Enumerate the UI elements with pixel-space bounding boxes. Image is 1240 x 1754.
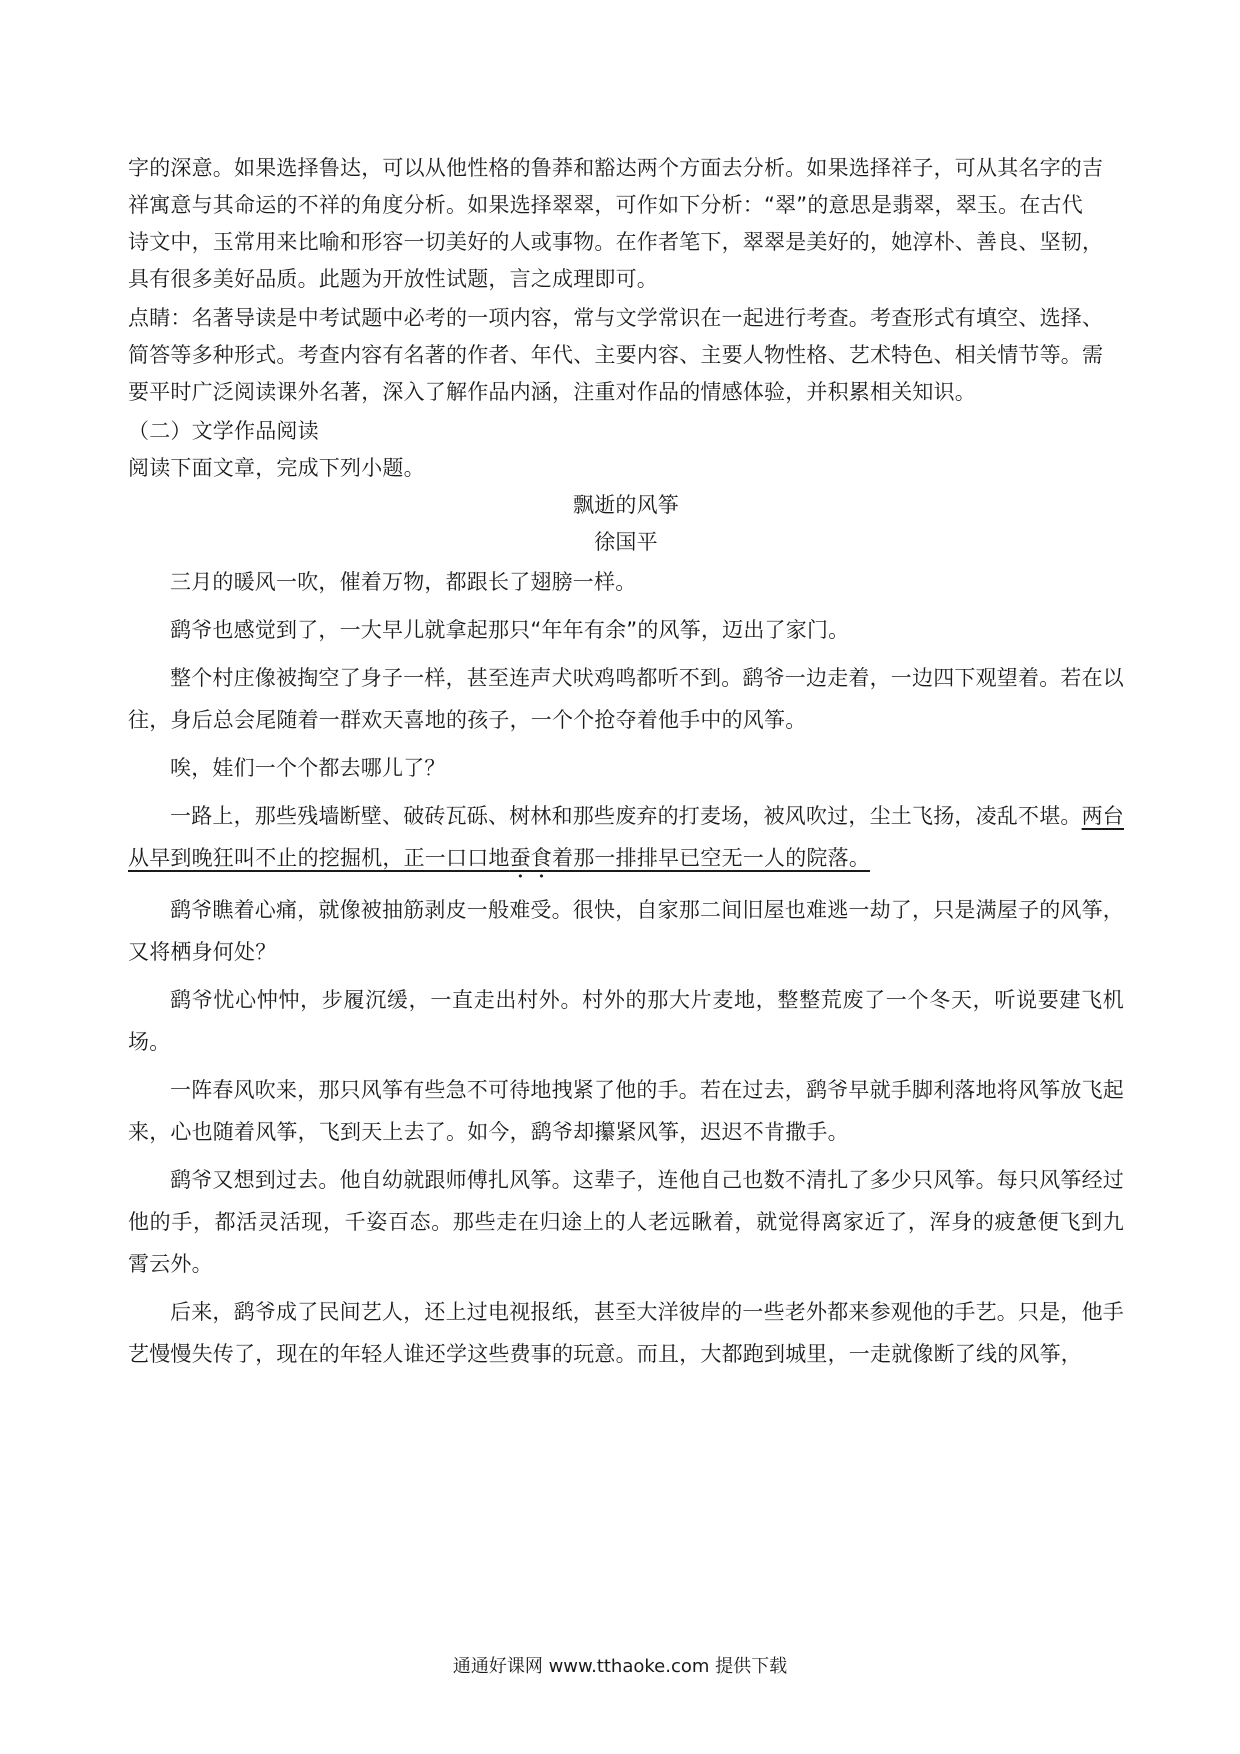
- article-paragraph: 唉，娃们一个个都去哪儿了？: [170, 756, 446, 780]
- analysis-line: 诗文中，玉常用来比喻和形容一切美好的人或事物。在作者笔下，翠翠是美好的，她淳朴、善良、坚韧，: [128, 230, 1104, 254]
- analysis-line: 字的深意。如果选择鲁达，可以从他性格的鲁莽和豁达两个方面去分析。如果选择祥子，可从其名字的吉: [128, 156, 1104, 180]
- section-instruction: 阅读下面文章，完成下列小题。: [128, 456, 425, 480]
- tips-line: 要平时广泛阅读课外名著，深入了解作品内涵，注重对作品的情感体验，并积累相关知识。: [128, 380, 976, 404]
- analysis-paragraph: [128, 150, 1124, 298]
- article-paragraph: 鹞爷也感觉到了，一大早儿就拿起那只“年年有余”的风筝，迈出了家门。: [170, 618, 850, 642]
- tips-line: 简答等多种形式。考查内容有名著的作者、年代、主要内容、主要人物性格、艺术特色、相关情节等。需: [128, 343, 1104, 367]
- analysis-line: 祥寓意与其命运的不祥的角度分析。如果选择翠翠，可作如下分析：“翠”的意思是翡翠，翠玉。在古代: [128, 193, 1083, 217]
- article-paragraph: 鹞爷瞧着心痛，就像被抽筋剥皮一般难受。很快，自家那二间旧屋也难逃一劫了，只是满屋子的风筝，又将栖身何处？: [128, 898, 1124, 964]
- article-paragraph-with-underline: [128, 795, 1124, 883]
- section-heading: （二）文学作品阅读: [128, 419, 319, 443]
- article-paragraph: 三月的暖风一吹，催着万物，都跟长了翅膀一样。: [170, 570, 637, 594]
- underlined-text: 两台从早到晚狂叫不止的挖掘机，正一口口地: [128, 804, 1125, 870]
- analysis-line: 具有很多美好品质。此题为开放性试题，言之成理即可。: [128, 267, 658, 291]
- document-content: [128, 150, 1124, 1381]
- article-text: 一路上，那些残墙断壁、破砖瓦砾、树林和那些废弃的打麦场，被风吹过，尘土飞扬，凌乱不堪。: [170, 804, 1082, 828]
- article-author: 徐国平: [594, 530, 658, 554]
- article: [128, 487, 1124, 1375]
- article-paragraph: 鹞爷忧心忡忡，步履沉缓，一直走出村外。村外的那大片麦地，整整荒废了一个冬天，听说要建飞机场。: [128, 988, 1124, 1054]
- article-paragraph: 一阵春风吹来，那只风筝有些急不可待地拽紧了他的手。若在过去，鹞爷早就手脚利落地将风筝放飞起来，心也随着风筝，飞到天上去了。如今，鹞爷却攥紧风筝，迟迟不肯撒手。: [128, 1078, 1124, 1144]
- tips-paragraph: [128, 300, 1124, 411]
- underlined-text: 着那一排排早已空无一人的院落。: [552, 846, 871, 870]
- article-title: 飘逝的风筝: [573, 493, 679, 517]
- page-footer: 通通好课网 www.tthaoke.com 提供下载: [452, 1656, 788, 1677]
- article-paragraph: 鹞爷又想到过去。他自幼就跟师傅扎风筝。这辈子，连他自己也数不清扎了多少只风筝。每只风筝经过他的手，都活灵活现，千姿百态。那些走在归途上的人老远瞅着，就觉得离家近了，浑身的疲惫便飞到九霄云外。: [128, 1168, 1124, 1276]
- emphasized-word: 蚕食: [509, 846, 553, 870]
- article-paragraph: 整个村庄像被掏空了身子一样，甚至连声犬吠鸡鸣都听不到。鹞爷一边走着，一边四下观望着。若在以往，身后总会尾随着一群欢天喜地的孩子，一个个抢夺着他手中的风筝。: [128, 666, 1124, 732]
- tips-line: 点睛：名著导读是中考试题中必考的一项内容，常与文学常识在一起进行考查。考查形式有填空、选择、: [128, 306, 1104, 330]
- article-paragraph: 后来，鹞爷成了民间艺人，还上过电视报纸，甚至大洋彼岸的一些老外都来参观他的手艺。只是，他手艺慢慢失传了，现在的年轻人谁还学这些费事的玩意。而且，大都跑到城里，一走就像断了线的风筝，: [128, 1300, 1124, 1366]
